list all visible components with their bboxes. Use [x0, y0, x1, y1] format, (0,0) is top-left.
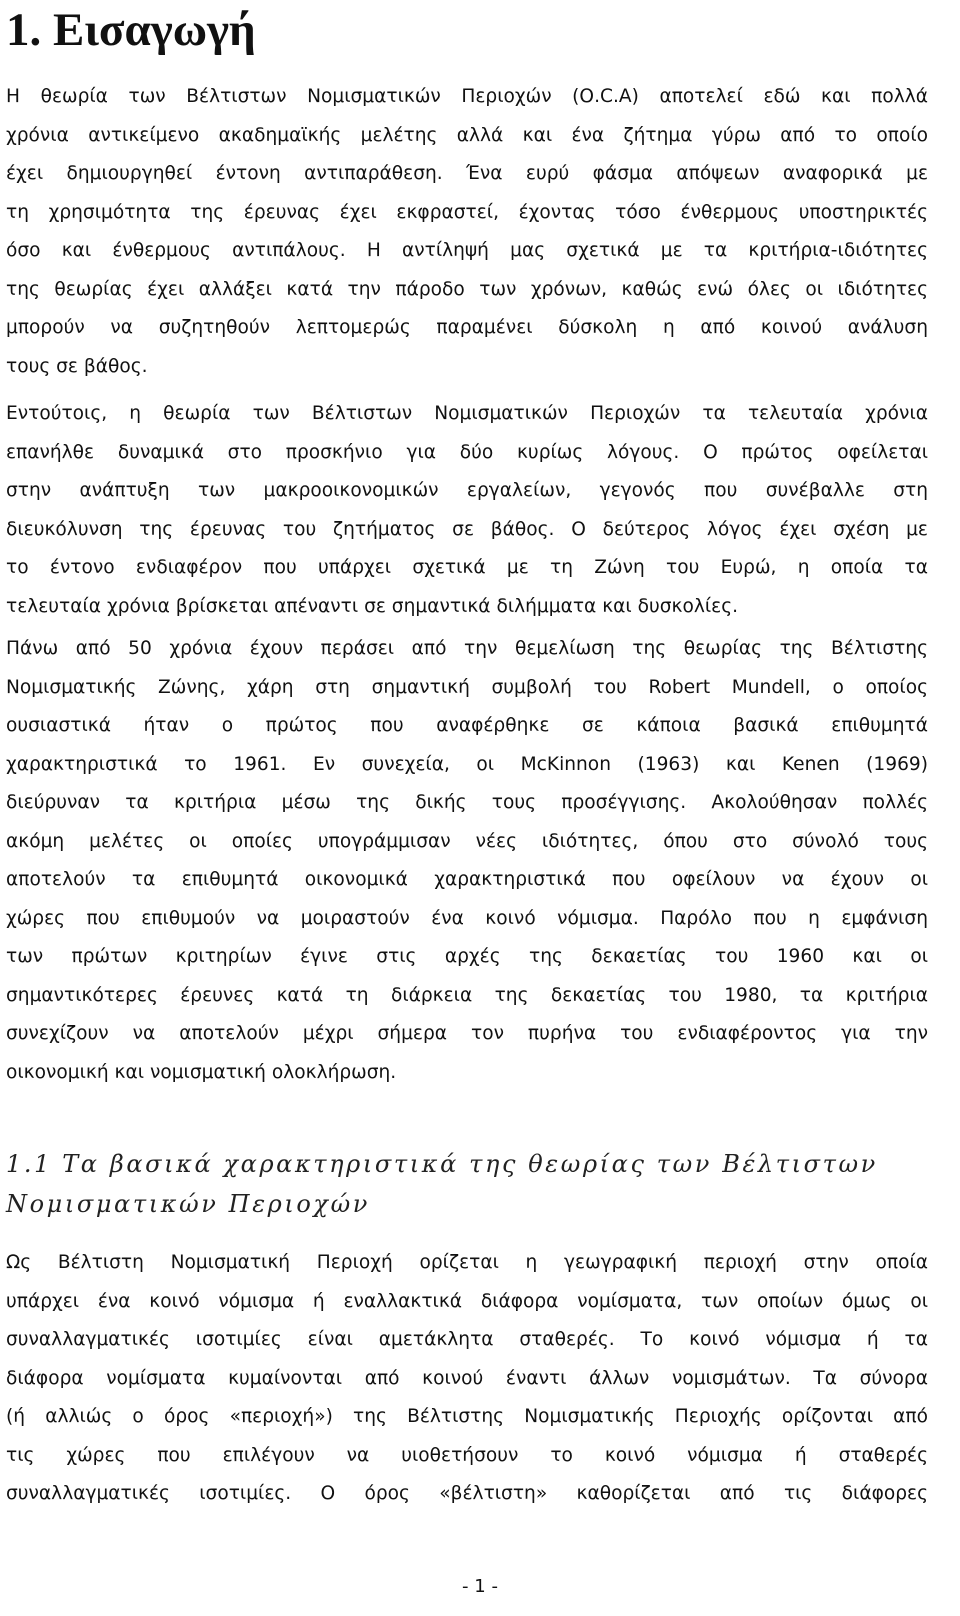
paragraph-line: Πάνω από 50 χρόνια έχουν περάσει από την θεμελίωση της θεωρίας της Βέλτιστης	[6, 638, 928, 659]
paragraph-line: Εντούτοις, η θεωρία των Βέλτιστων Νομισματικών Περιοχών τα τελευταία χρόνια	[6, 403, 928, 424]
paragraph-line: υπάρχει ένα κοινό νόμισμα ή εναλλακτικά διάφορα νομίσματα, των οποίων όμως οι	[6, 1290, 928, 1312]
paragraph-line: (ή αλλιώς ο όρος «περιοχή») της Βέλτιστης Νομισματικής Περιοχής ορίζονται από	[6, 1406, 928, 1427]
paragraph-line: συναλλαγματικές ισοτιμίες. Ο όρος «βέλτιστη» καθορίζεται από τις διάφορες	[6, 1483, 928, 1504]
paragraph-line: ακόμη μελέτες οι οποίες υπογράμμισαν νέες ιδιότητες, όπου στο σύνολό τους	[6, 830, 928, 852]
paragraph-line: τους σε βάθος.	[6, 355, 148, 377]
paragraph-line: διεύρυναν τα κριτήρια μέσω της δικής τους προσέγγισης. Ακολούθησαν πολλές	[6, 792, 928, 813]
paragraph-definition	[6, 1244, 928, 1514]
paragraph-line: χώρες που επιθυμούν να μοιραστούν ένα κοινό νόμισμα. Παρόλο που η εμφάνιση	[6, 907, 928, 929]
paragraph-line: ουσιαστικά ήταν ο πρώτος που αναφέρθηκε σε κάποια βασικά επιθυμητά	[6, 715, 928, 736]
paragraph-line: το έντονο ενδιαφέρον που υπάρχει σχετικά με τη Ζώνη του Ευρώ, η οποία τα	[6, 557, 928, 578]
paragraph-line: όσο και ένθερμους αντιπάλους. Η αντίληψή μας σχετικά με τα κριτήρια-ιδιότητες	[6, 240, 928, 261]
section-title-line: 1.1 Τα βασικά χαρακτηριστικά της θεωρίας των Βέλτιστων	[6, 1150, 878, 1178]
paragraph-line: μπορούν να συζητηθούν λεπτομερώς παραμένει δύσκολη η από κοινού ανάλυση	[6, 317, 928, 338]
paragraph-line: έχει δημιουργηθεί έντονη αντιπαράθεση. Ένα ευρύ φάσμα απόψεων αναφορικά με	[6, 163, 928, 184]
paragraph-line: τελευταία χρόνια βρίσκεται απέναντι σε σημαντικά διλήμματα και δυσκολίες.	[6, 595, 739, 617]
paragraph-history	[6, 630, 928, 1092]
paragraph-line: αποτελούν τα επιθυμητά οικονομικά χαρακτηριστικά που οφείλουν να έχουν οι	[6, 869, 928, 890]
paragraph-line: χαρακτηριστικά το 1961. Εν συνεχεία, οι McKinnon (1963) και Kenen (1969)	[6, 753, 928, 775]
paragraph-line: τις χώρες που επιλέγουν να υιοθετήσουν το κοινό νόμισμα ή σταθερές	[6, 1444, 928, 1466]
paragraph-line: τη χρησιμότητα της έρευνας έχει εκφραστεί, έχοντας τόσο ένθερμους υποστηρικτές	[6, 201, 928, 223]
paragraph-line: Η θεωρία των Βέλτιστων Νομισματικών Περιοχών (Ο.C.A) αποτελεί εδώ και πολλά	[6, 86, 928, 107]
paragraph-line: διάφορα νομίσματα κυμαίνονται από κοινού έναντι άλλων νομισμάτων. Τα σύνορα	[6, 1367, 928, 1389]
paragraph-line: συναλλαγματικές ισοτιμίες είναι αμετάκλητα σταθερές. Το κοινό νόμισμα ή τα	[6, 1329, 928, 1350]
chapter-title: 1. Εισαγωγή	[6, 4, 256, 56]
paragraph-line: συνεχίζουν να αποτελούν μέχρι σήμερα τον πυρήνα του ενδιαφέροντος για την	[6, 1023, 928, 1044]
paragraph-line: διευκόλυνση της έρευνας του ζητήματος σε βάθος. Ο δεύτερος λόγος έχει σχέση με	[6, 518, 928, 540]
paragraph-line: χρόνια αντικείμενο ακαδημαϊκής μελέτης αλλά και ένα ζήτημα γύρω από το οποίο	[6, 124, 928, 146]
paragraph-line: της θεωρίας έχει αλλάξει κατά την πάροδο των χρόνων, καθώς ενώ όλες οι ιδιότητες	[6, 278, 928, 300]
paragraph-intro	[6, 78, 928, 386]
paragraph-line: Νομισματικής Ζώνης, χάρη στη σημαντική συμβολή του Robert Mundell, ο οποίος	[6, 676, 928, 698]
paragraph-line: Ως Βέλτιστη Νομισματική Περιοχή ορίζεται η γεωγραφική περιοχή στην οποία	[6, 1252, 928, 1273]
paragraph-line: σημαντικότερες έρευνες κατά τη διάρκεια της δεκαετίας του 1980, τα κριτήρια	[6, 984, 928, 1006]
section-title-line: Νομισματικών Περιοχών	[6, 1190, 370, 1218]
paragraph-line: στην ανάπτυξη των μακροοικονομικών εργαλείων, γεγονός που συνέβαλλε στη	[6, 480, 928, 501]
paragraph-revival	[6, 395, 928, 626]
paragraph-line: των πρώτων κριτηρίων έγινε στις αρχές της δεκαετίας του 1960 και οι	[6, 946, 928, 967]
page-number: - 1 -	[462, 1576, 498, 1597]
paragraph-line: επανήλθε δυναμικά στο προσκήνιο για δύο κυρίως λόγους. Ο πρώτος οφείλεται	[6, 441, 928, 463]
paragraph-line: οικονομική και νομισματική ολοκλήρωση.	[6, 1061, 397, 1083]
section-title	[6, 1144, 936, 1224]
